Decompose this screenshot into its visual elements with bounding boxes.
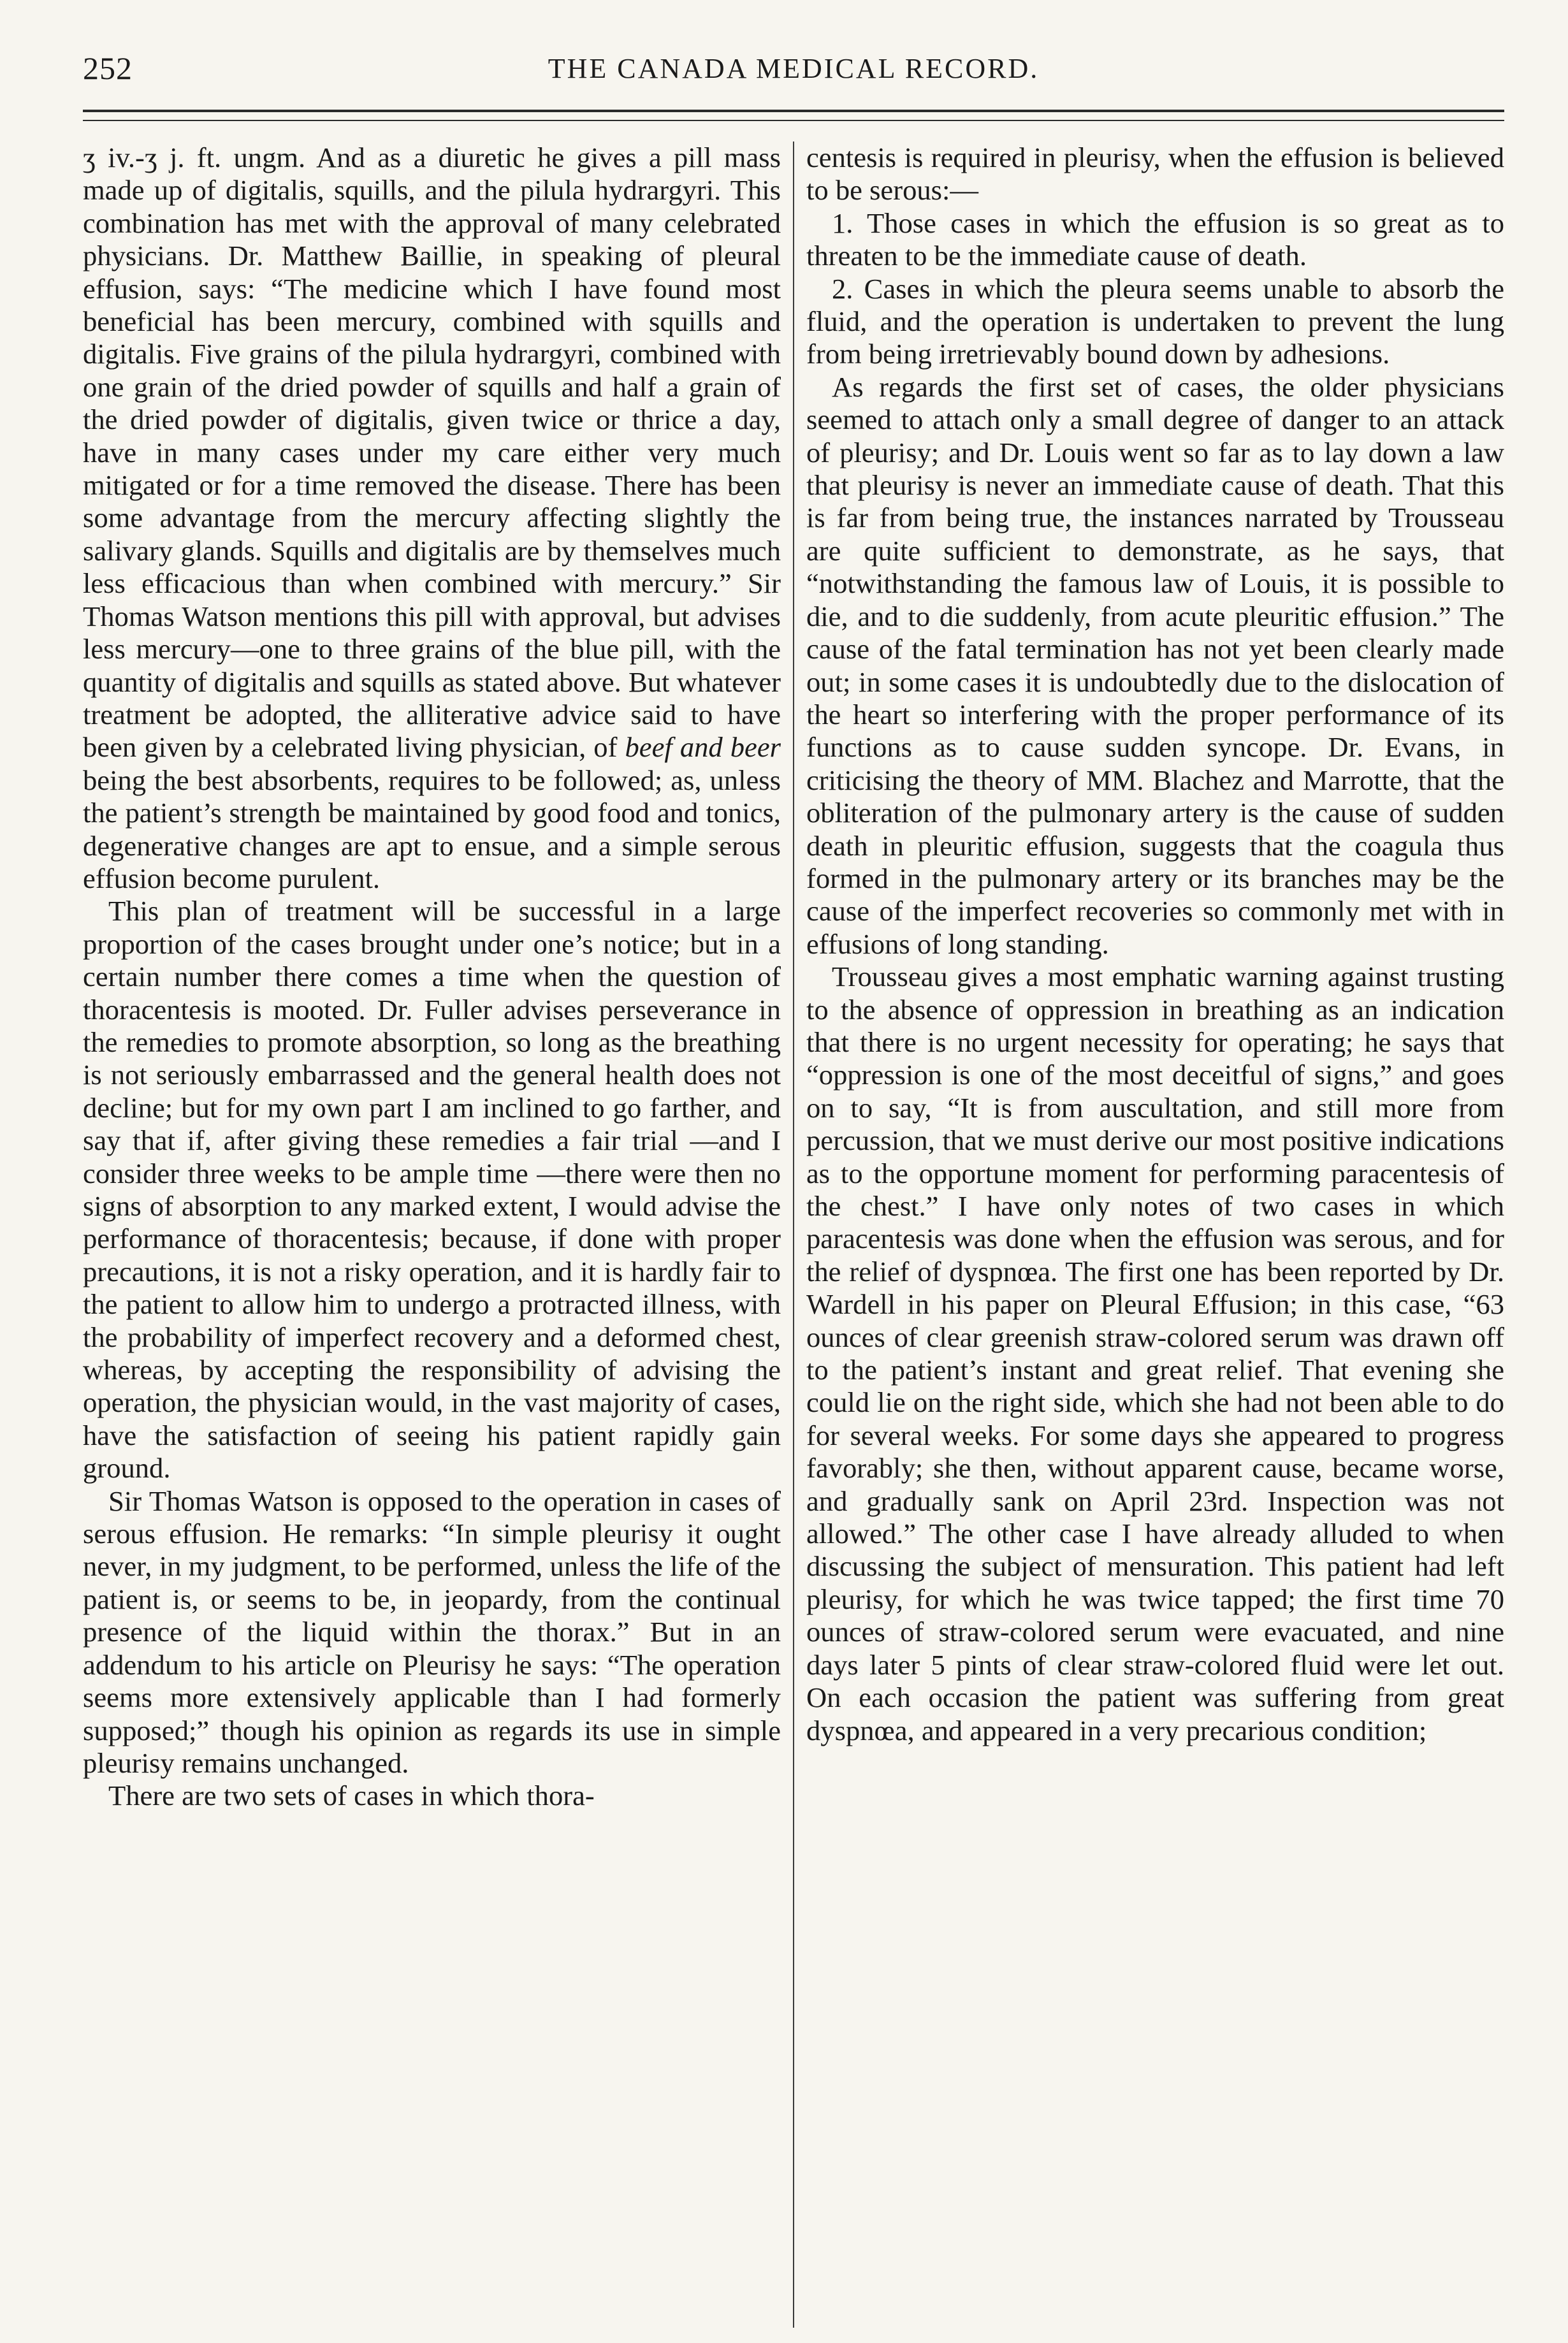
- page-header: [83, 50, 1504, 101]
- running-title: THE CANADA MEDICAL RECORD.: [548, 53, 1040, 84]
- paragraph: There are two sets of cases in which thora-: [108, 1780, 595, 1812]
- paragraph: As regards the first set of cases, the older physicians seemed to attach only a small degree of danger to an attack of pleurisy; and Dr. Louis went so far as to lay down a law that pleurisy is never an immediate cause of death. That this is far from being true, the instances narrated by Trousseau are quite sufficient to demonstrate, as he says, that “notwithstanding the famous law of Louis, it is possible to die, and to die suddenly, from acute pleuritic effusion.” The cause of the fatal termination has not yet been clearly made out; in some cases it is undoubtedly due to the dislocation of the heart so interfering with the proper performance of its functions as to cause sudden syncope. Dr. Evans, in criticising the theory of MM. Blachez and Marrotte, that the obliteration of the pulmonary artery is the cause of sudden death in pleuritic effusion, suggests that the coagula thus formed in the pulmonary artery or its branches may be the cause of the imperfect recoveries so commonly met with in effusions of long standing.: [806, 370, 1504, 960]
- left-column: [83, 141, 781, 2328]
- paragraph: Trousseau gives a most emphatic warning against trusting to the absence of oppression in breathing as an indication that there is no urgent necessity for operating; he says that “oppression is one of the most deceitful of signs,” and goes on to say, “It is from auscultation, and still more from percussion, that we must derive our most positive indications as to the opportune moment for performing paracentesis of the chest.” I have only notes of two cases in which paracentesis was done when the effusion was serous, and for the relief of dyspnœa. The first one has been reported by Dr. Wardell in his paper on Pleural Effusion; in this case, “63 ounces of clear greenish straw-colored serum was drawn off to the patient’s instant and great relief. That evening she could lie on the right side, which she had not been able to do for several weeks. For some days she appeared to progress favorably; she then, without apparent cause, became worse, and gradually sank on April 23rd. Inspection was not allowed.” The other case I have already alluded to when discussing the subject of mensuration. This patient had left pleurisy, for which he was twice tapped; the first time 70 ounces of straw-colored serum were evacuated, and nine days later 5 pints of clear straw-colored fluid were let out. On each occasion the patient was suffering from great dyspnœa, and appeared in a very precarious condition;: [806, 961, 1504, 1746]
- paragraph: centesis is required in pleurisy, when the effusion is believed to be serous:—: [806, 141, 1504, 207]
- page-number: 252: [83, 50, 133, 86]
- paragraph: This plan of treatment will be successful in a large proportion of the cases brought under one’s notice; but in a certain number there comes a time when the question of thoracentesis is mooted. Dr. Fuller advises perseverance in the remedies to promote absorption, so long as the breathing is not seriously embarrassed and the general health does not decline; but for my own part I am inclined to go farther, and say that if, after giving these remedies a fair trial —and I consider three weeks to be ample time —there were then no signs of absorption to any marked extent, I would advise the performance of thoracentesis; because, if done with proper precautions, it is not a risky operation, and it is hardly fair to the patient to allow him to undergo a protracted illness, with the probability of imperfect recovery and a deformed chest, whereas, by accepting the responsibility of advising the operation, the physician would, in the vast majority of cases, have the satisfaction of seeing his patient rapidly gain ground.: [83, 895, 781, 1484]
- text-columns: [83, 141, 1504, 2328]
- paragraph-text: ʒ iv.-ʒ j. ft. ungm. And as a diuretic he gives a pill mass made up of digitalis, squills, and the pilula hydrargyri. This combination has met with the approval of many celebrated physicians. Dr. Matthew Baillie, in speaking of pleural effusion, says: “The medicine which I have found most beneficial has been mercury, combined with squills and digitalis. Five grains of the pilula hydrargyri, combined with one grain of the dried powder of squills and half a grain of the dried powder of digitalis, given twice or thrice a day, have in many cases under my care either very much mitigated or for a time removed the disease. There has been some advantage from the mercury affecting slightly the salivary glands. Squills and digitalis are by themselves much less efficacious than when combined with mercury.” Sir Thomas Watson mentions this pill with approval, but advises less mercury—one to three grains of the blue pill, with the quantity of digitalis and squills as stated above. But whatever treatment be adopted, the alliterative advice said to have been given by a celebrated living physician, of: [83, 141, 781, 764]
- numbered-item: 2. Cases in which the pleura seems unable to absorb the fluid, and the operation is undertaken to prevent the lung from being irretrievably bound down by adhesions.: [806, 272, 1504, 370]
- header-rule-thin: [83, 120, 1504, 121]
- paragraph: Sir Thomas Watson is opposed to the operation in cases of serous effusion. He remarks: “In simple pleurisy it ought never, in my judgment, to be performed, unless the life of the patient is, or seems to be, in jeopardy, from the continual presence of the liquid within the thorax.” But in an addendum to his article on Pleurisy he says: “The operation seems more extensively applicable than I had formerly supposed;” though his opinion as regards its use in simple pleurisy remains unchanged.: [83, 1484, 781, 1779]
- paragraph: [83, 141, 781, 895]
- numbered-item: 1. Those cases in which the effusion is so great as to threaten to be the immediate cause of death.: [806, 207, 1504, 272]
- paragraph-italic-text: beef and beer: [625, 731, 781, 764]
- paragraph-text-continued: being the best absorbents, requires to be followed; as, unless the patient’s strength be maintained by good food and tonics, degenerative changes are apt to ensue, and a simple serous effusion become purulent.: [83, 764, 781, 894]
- column-divider: [793, 141, 794, 2328]
- header-rule: [83, 110, 1504, 112]
- right-column: [806, 141, 1504, 2328]
